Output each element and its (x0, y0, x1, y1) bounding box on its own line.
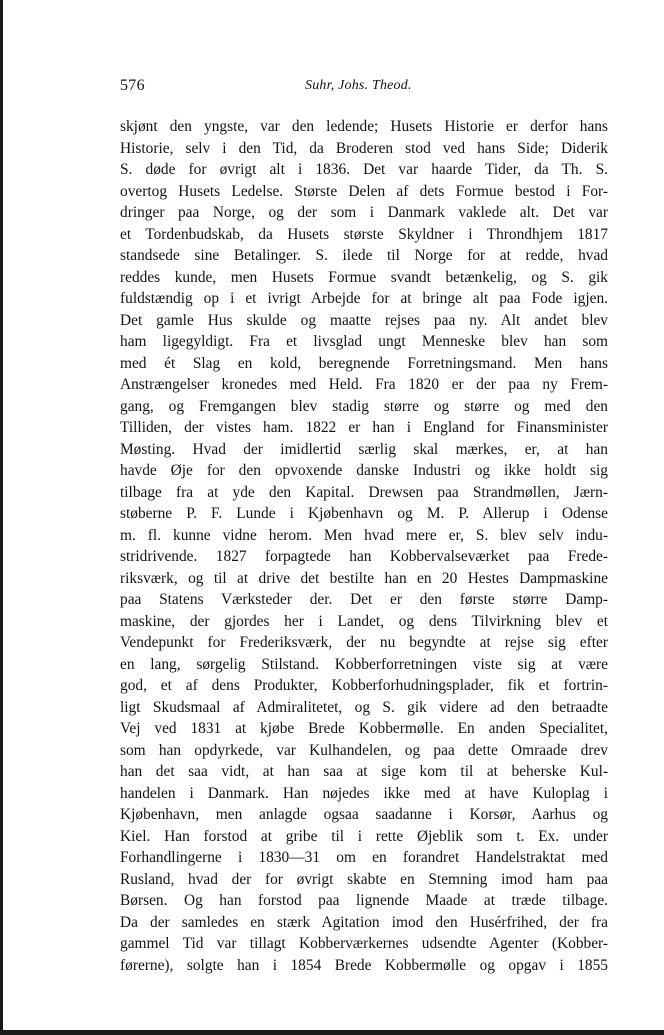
text-line: maskine, der gjordes her i Landet, og dens Tilvirkning blev et (120, 612, 608, 630)
text-line: ham ligegyldigt. Fra et livsglad ungt Menneske blev han som (120, 333, 608, 350)
page-number: 576 (120, 77, 145, 94)
scan-left-edge (0, 0, 3, 1035)
text-line: han det saa vidt, at han saa at sige kom til at beherske Kul- (120, 763, 608, 780)
text-line: havde Øje for den opvoxende danske Industri og ikke holdt sig (120, 462, 608, 479)
text-line: dringer paa Norge, og der som i Danmark vaklede alt. Det var (120, 204, 608, 221)
text-line: en lang, sørgelig Stilstand. Kobberforretningen viste sig at være (120, 655, 608, 673)
text-line: med ét Slag en kold, beregnende Forretningsmand. Men hans (120, 354, 608, 372)
text-line: S. døde for øvrigt alt i 1836. Det var haarde Tider, da Th. S. (120, 161, 608, 178)
text-line: tilbage fra at yde den Kapital. Drewsen paa Strandmøllen, Jærn- (120, 483, 608, 501)
text-line: Forhandlingerne i 1830—31 om en forandret Handelstraktat med (120, 849, 608, 866)
text-line: Vej ved 1831 at kjøbe Brede Kobbermølle. En anden Specialitet, (120, 720, 608, 737)
text-line: et Tordenbudskab, da Husets største Skyldner i Throndhjem 1817 (120, 225, 608, 243)
text-line: skjønt den yngste, var den ledende; Husets Historie er derfor hans (120, 118, 608, 135)
body-text (120, 116, 608, 976)
text-line: m. fl. kunne vidne herom. Men hvad mere er, S. blev selv indu- (120, 526, 608, 544)
text-line: gammel Tid var tillagt Kobberværkernes udsendte Agenter (Kobber- (120, 935, 608, 952)
text-line: gang, og Fremgangen blev stadig større og større og med den (120, 397, 608, 415)
text-line: Tilliden, der vistes ham. 1822 er han i England for Finansminister (120, 419, 608, 436)
text-line: førerne), solgte han i 1854 Brede Kobbermølle og opgav i 1855 (120, 956, 608, 974)
text-line: Da der samledes en stærk Agitation imod den Husérfrihed, der fra (120, 913, 608, 931)
scan-bottom-edge (0, 1030, 664, 1035)
text-line: god, et af dens Produkter, Kobberforhudningsplader, fik et fortrin- (120, 677, 608, 694)
text-line: handelen i Danmark. Han nøjedes ikke med at have Kuloplag i (120, 784, 608, 802)
text-line: Rusland, hvad der for øvrigt skabte en Stemning imod ham paa (120, 870, 608, 888)
text-line: riksværk, og til at drive det bestilte han en 20 Hestes Dampmaskine (120, 569, 608, 587)
text-line: som han opdyrkede, var Kulhandelen, og paa dette Omraade drev (120, 741, 608, 759)
running-title: Suhr, Johs. Theod. (305, 78, 412, 93)
text-line: Det gamle Hus skulde og maatte rejses paa ny. Alt andet blev (120, 311, 608, 329)
text-line: overtog Husets Ledelse. Største Delen af dets Formue bestod i For- (120, 182, 608, 200)
text-line: støberne P. F. Lunde i Kjøbenhavn og M. P. Allerup i Odense (120, 505, 608, 522)
text-line: Vendepunkt for Frederiksværk, der nu begyndte at rejse sig efter (120, 634, 608, 651)
text-line: Anstrængelser kronedes med Held. Fra 1820 er der paa ny Frem- (120, 376, 608, 393)
text-line: Kiel. Han forstod at gribe til i rette Øjeblik som t. Ex. under (120, 827, 608, 845)
text-line: stridrivende. 1827 forpagtede han Kobbervalseværket paa Frede- (120, 548, 608, 565)
text-line: standsede sine Betalinger. S. ilede til Norge for at redde, hvad (120, 247, 608, 264)
text-line: Møsting. Hvad der imidlertid særlig skal mærkes, er, at han (120, 440, 608, 458)
text-line: Børsen. Og han forstod paa lignende Maade at træde tilbage. (120, 892, 608, 909)
text-line: Kjøbenhavn, men anlagde ogsaa saadanne i Korsør, Aarhus og (120, 806, 608, 823)
text-line: fuldstændig op i et ivrigt Arbejde for at bringe alt paa Fode igjen. (120, 290, 608, 307)
page-header (120, 77, 610, 101)
text-line: paa Statens Værksteder der. Det er den første større Damp- (120, 591, 608, 608)
text-line: Historie, selv i den Tid, da Broderen stod ved hans Side; Diderik (120, 139, 608, 157)
text-line: ligt Skudsmaal af Admiralitetet, og S. gik videre ad den betraadte (120, 698, 608, 716)
text-line: reddes kunde, men Husets Formue svandt betænkelig, og S. gik (120, 268, 608, 286)
